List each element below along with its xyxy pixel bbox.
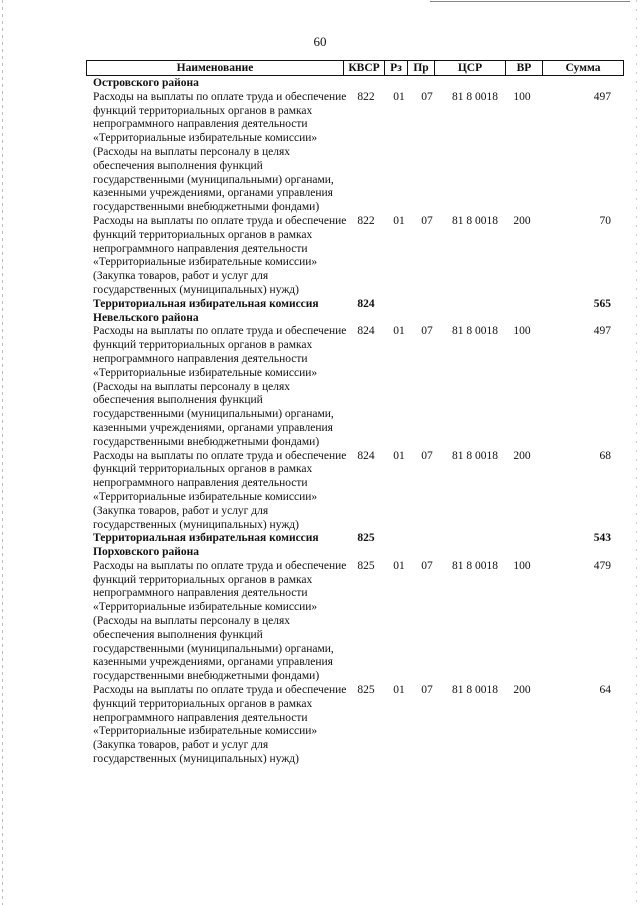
row-sum: 497	[593, 325, 611, 338]
table-row	[0, 450, 640, 533]
row-rz: 01	[393, 214, 405, 227]
scan-edge-top	[430, 1, 630, 2]
row-sum: 543	[593, 532, 611, 545]
row-pr: 07	[421, 684, 433, 697]
row-sum: 565	[593, 297, 611, 310]
row-kvsr: 824	[357, 297, 375, 310]
row-csr: 81 8 0018	[452, 90, 498, 103]
table-row	[0, 91, 640, 215]
header-kvsr: КВСР	[344, 61, 385, 76]
row-sum: 68	[599, 449, 611, 462]
row-kvsr: 822	[357, 90, 375, 103]
table-row	[0, 77, 640, 91]
table-header	[86, 60, 624, 76]
row-pr: 07	[421, 90, 433, 103]
table-row	[0, 215, 640, 298]
table-row	[0, 325, 640, 449]
row-csr: 81 8 0018	[452, 449, 498, 462]
row-name: Расходы на выплаты по оплате труда и обеспечение функций территориальных органов в рамках непрограммного направления деятельности «Территориальные избирательные комиссии» (Расходы на выплаты персоналу в целях обеспечения выполнения функций государственными (муниципальными) органами, казенными учреждениями, органами управления государственными внебюджетными фондами)	[93, 559, 347, 683]
row-vr: 100	[513, 559, 531, 572]
row-kvsr: 824	[357, 325, 375, 338]
row-kvsr: 822	[357, 214, 375, 227]
header-csr: ЦСР	[435, 61, 506, 76]
row-rz: 01	[393, 325, 405, 338]
row-rz: 01	[393, 559, 405, 572]
row-sum: 70	[599, 214, 611, 227]
row-name: Расходы на выплаты по оплате труда и обеспечение функций территориальных органов в рамках непрограммного направления деятельности «Территориальные избирательные комиссии» (Закупка товаров, работ и услуг для государственных (муниципальных) нужд)	[93, 684, 347, 766]
row-sum: 497	[593, 90, 611, 103]
row-vr: 200	[513, 214, 531, 227]
header-rz: Рз	[385, 61, 408, 76]
header-pr: Пр	[408, 61, 435, 76]
table-row	[0, 560, 640, 684]
row-name: Расходы на выплаты по оплате труда и обеспечение функций территориальных органов в рамках непрограммного направления деятельности «Территориальные избирательные комиссии» (Закупка товаров, работ и услуг для государственных (муниципальных) нужд)	[93, 449, 347, 531]
row-csr: 81 8 0018	[452, 684, 498, 697]
row-name: Расходы на выплаты по оплате труда и обеспечение функций территориальных органов в рамках непрограммного направления деятельности «Территориальные избирательные комиссии» (Закупка товаров, работ и услуг для государственных (муниципальных) нужд)	[93, 214, 347, 296]
row-kvsr: 825	[357, 684, 375, 697]
row-vr: 200	[513, 449, 531, 462]
row-rz: 01	[393, 684, 405, 697]
row-name: Расходы на выплаты по оплате труда и обеспечение функций территориальных органов в рамках непрограммного направления деятельности «Территориальные избирательные комиссии» (Расходы на выплаты персоналу в целях обеспечения выполнения функций государственными (муниципальными) органами, казенными учреждениями, органами управления государственными внебюджетными фондами)	[93, 90, 347, 214]
header-vr: ВР	[506, 61, 543, 76]
row-rz: 01	[393, 90, 405, 103]
row-name: Расходы на выплаты по оплате труда и обеспечение функций территориальных органов в рамках непрограммного направления деятельности «Территориальные избирательные комиссии» (Расходы на выплаты персоналу в целях обеспечения выполнения функций государственными (муниципальными) органами, казенными учреждениями, органами управления государственными внебюджетными фондами)	[93, 325, 347, 448]
row-name: Островского района	[93, 77, 199, 89]
row-kvsr: 825	[357, 559, 375, 572]
row-pr: 07	[421, 559, 433, 572]
table-row	[0, 532, 640, 560]
row-vr: 200	[513, 684, 531, 697]
row-csr: 81 8 0018	[452, 325, 498, 338]
header-sum: Сумма	[543, 61, 624, 76]
table-body	[0, 77, 640, 897]
row-vr: 100	[513, 90, 531, 103]
row-name: Территориальная избирательная комиссия Невельского района	[93, 297, 319, 324]
row-pr: 07	[421, 214, 433, 227]
row-name: Территориальная избирательная комиссия Порховского района	[93, 532, 319, 559]
row-csr: 81 8 0018	[452, 214, 498, 227]
table-row	[0, 298, 640, 326]
header-name: Наименование	[87, 61, 344, 76]
page-number: 60	[313, 34, 327, 49]
row-csr: 81 8 0018	[452, 559, 498, 572]
row-pr: 07	[421, 449, 433, 462]
row-sum: 479	[593, 559, 611, 572]
row-sum: 64	[599, 684, 611, 697]
row-vr: 100	[513, 325, 531, 338]
row-kvsr: 825	[357, 532, 375, 545]
row-pr: 07	[421, 325, 433, 338]
table-row	[0, 684, 640, 767]
row-kvsr: 824	[357, 449, 375, 462]
row-rz: 01	[393, 449, 405, 462]
